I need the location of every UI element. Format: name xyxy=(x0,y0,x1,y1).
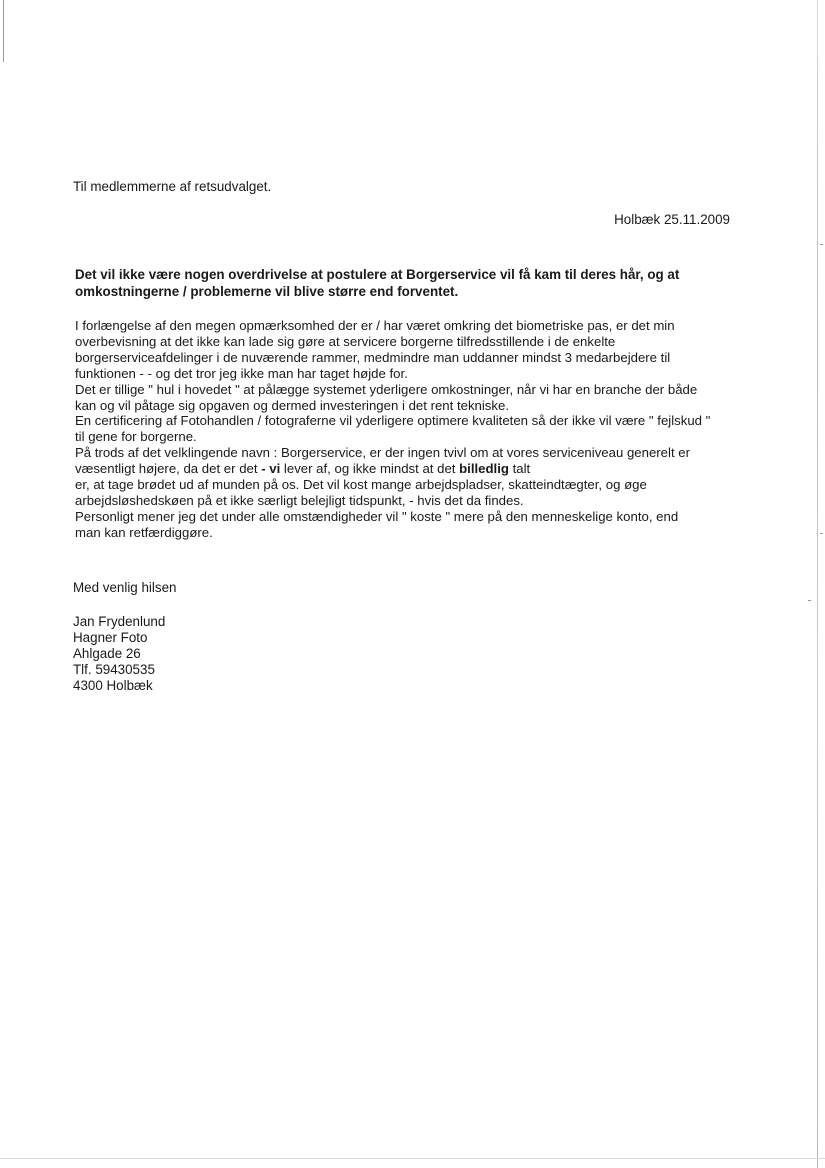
recipient-line: Til medlemmerne af retsudvalget. xyxy=(73,179,272,194)
body-line: I forlængelse af den megen opmærksomhed der er / har været omkring det biometriske pas, er det min xyxy=(75,318,675,333)
body-text: talt xyxy=(508,461,531,477)
body-line: kan og vil påtage sig opgaven og dermed investeringen i det rent tekniske. xyxy=(75,397,509,413)
scan-speck xyxy=(808,600,811,601)
body-line: er, at tage brødet ud af munden på os. Det vil kost mange arbejdspladser, skatteindtægter, og øge xyxy=(75,477,647,493)
letter-body xyxy=(75,318,745,541)
body-line: til gene for borgerne. xyxy=(75,429,197,445)
scan-edge-left xyxy=(3,0,4,62)
body-line: man kan retfærdiggøre. xyxy=(75,524,213,540)
body-emphasis: billedlig xyxy=(459,461,509,477)
body-emphasis: - vi xyxy=(261,461,281,477)
body-line: På trods af det velklingende navn : Borgerservice, er der ingen tvivl om at vores serviceniveau generelt er xyxy=(75,445,691,461)
body-text: lever af, og ikke mindst at det xyxy=(280,461,460,477)
body-text: væsentligt højere, da det er det xyxy=(75,461,262,477)
scan-edge-bottom xyxy=(0,1158,825,1159)
body-line: Personligt mener jeg det under alle omstændigheder vil " koste " mere på den menneskelige konto, end xyxy=(75,508,679,524)
scan-speck xyxy=(820,244,823,245)
body-line: borgerserviceafdelinger i de nuværende rammer, medmindre man uddanner mindst 3 medarbejdere til xyxy=(75,349,671,365)
body-line: arbejdsløshedskøen på et ikke særligt belejligt tidspunkt, - hvis det da findes. xyxy=(75,492,524,508)
sender-company: Hagner Foto xyxy=(73,630,148,645)
body-line: En certificering af Fotohandlen / fotograferne vil yderligere optimere kvaliteten så der ikke vil være " fejlskud " xyxy=(75,413,711,429)
sender-name: Jan Frydenlund xyxy=(73,614,166,629)
letter-headline: Det vil ikke være nogen overdrivelse at postulere at Borgerservice vil få kam til deres hår, og at omkostningerne / problemerne vil blive større end forventet. xyxy=(75,267,680,299)
scan-edge-right xyxy=(817,0,818,1168)
closing-greeting: Med venlig hilsen xyxy=(73,580,177,595)
place-date: Holbæk 25.11.2009 xyxy=(614,212,730,227)
sender-street: Ahlgade 26 xyxy=(73,646,141,661)
body-line: overbevisning at det ikke kan lade sig gøre at servicere borgerne tilfredsstillende i de enkelte xyxy=(75,333,616,349)
body-line: funktionen - - og det tror jeg ikke man har taget højde for. xyxy=(75,365,408,381)
scan-speck xyxy=(820,533,823,534)
signature-block xyxy=(73,614,165,694)
body-line xyxy=(75,461,745,477)
body-line: Det er tillige " hul i hovedet " at pålægge systemet yderligere omkostninger, når vi har en branche der både xyxy=(75,381,698,397)
sender-phone: Tlf. 59430535 xyxy=(73,662,155,677)
sender-city: 4300 Holbæk xyxy=(73,678,153,693)
